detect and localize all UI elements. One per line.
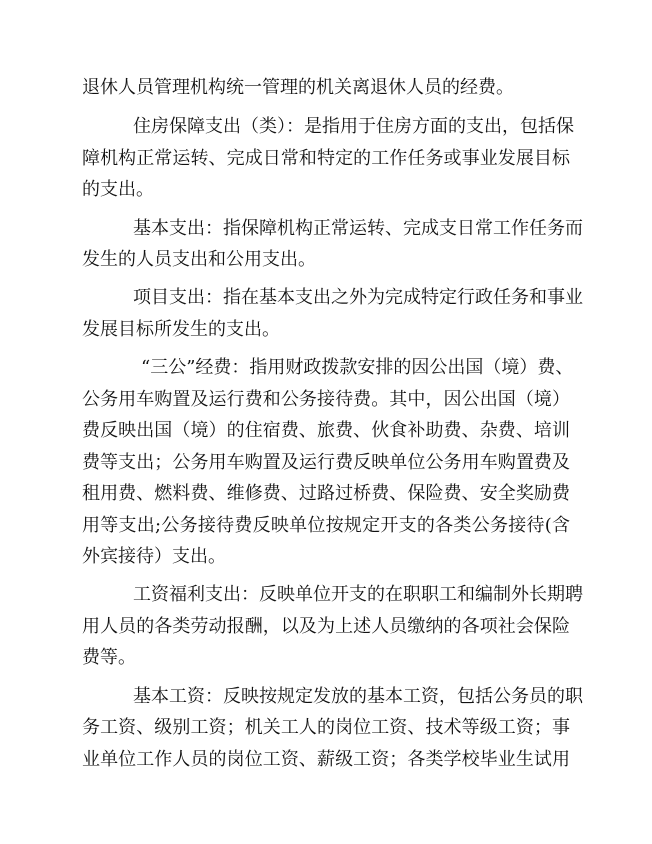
text-line: 住房保障支出（类）：是指用于住房方面的支出，包括保 — [133, 116, 574, 137]
text-line: 项目支出：指在基本支出之外为完成特定行政任务和事业 — [133, 287, 583, 308]
text-line: 基本工资：反映按规定发放的基本工资，包括公务员的职 — [133, 686, 583, 707]
text-line: 用人员的各类劳动报酬，以及为上述人员缴纳的各项社会保险 — [82, 616, 570, 637]
text-line: 务工资、级别工资；机关工人的岗位工资、技术等级工资；事 — [82, 717, 570, 738]
text-line: 退休人员管理机构统一管理的机关离退休人员的经费。 — [82, 77, 514, 98]
text-line: 发生的人员支出和公用支出。 — [82, 249, 316, 270]
text-line: “三公”经费：指用财政拨款安排的因公出国（境）费、 — [141, 357, 574, 378]
text-line: 基本支出：指保障机构正常运转、完成支日常工作任务而 — [133, 218, 583, 239]
text-line: 费反映出国（境）的住宿费、旅费、伙食补助费、杂费、培训 — [82, 420, 570, 441]
text-line: 工资福利支出：反映单位开支的在职职工和编制外长期聘 — [133, 584, 583, 605]
text-line: 用等支出;公务接待费反映单位按规定开支的各类公务接待(含 — [82, 515, 570, 536]
text-line: 的支出。 — [82, 179, 154, 200]
text-line: 费等支出；公务用车购置及运行费反映单位公务用车购置费及 — [82, 452, 570, 473]
text-line: 发展目标所发生的支出。 — [82, 319, 280, 340]
text-line: 租用费、燃料费、维修费、过路过桥费、保险费、安全奖励费 — [82, 483, 570, 504]
text-line: 费等。 — [82, 647, 136, 668]
text-line: 公务用车购置及运行费和公务接待费。其中，因公出国（境） — [82, 389, 570, 410]
text-line: 业单位工作人员的岗位工资、薪级工资；各类学校毕业生试用 — [82, 749, 570, 770]
text-line: 障机构正常运转、完成日常和特定的工作任务或事业发展目标 — [82, 148, 570, 169]
text-line: 外宾接待）支出。 — [82, 546, 226, 567]
